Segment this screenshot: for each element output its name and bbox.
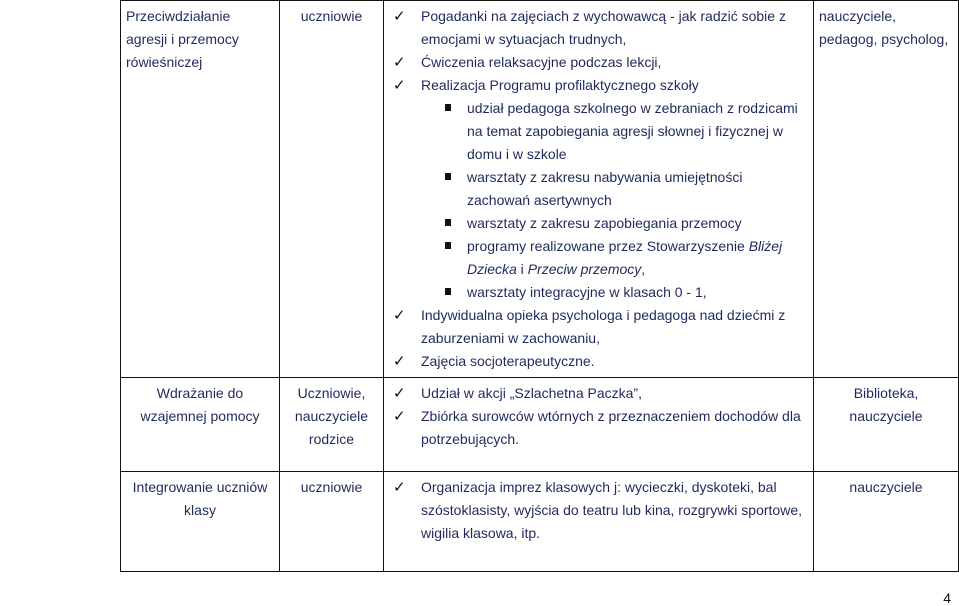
table-row xyxy=(121,472,959,572)
check-mark-icon: ✓ xyxy=(393,407,406,425)
actions-cell xyxy=(384,1,814,378)
responsible-cell: nauczyciele xyxy=(814,472,959,572)
recipients-cell: Uczniowie, nauczyciele rodzice xyxy=(280,378,384,472)
list-item: ✓ Udział w akcji „Szlachetna Paczka”, xyxy=(389,382,808,405)
recipients-cell: uczniowie xyxy=(280,472,384,572)
square-bullet-icon xyxy=(445,288,451,295)
list-item: ✓ Organizacja imprez klasowych j: wycieczki, dyskoteki, bal szóstoklasisty, wyjścia do teatru lub kina, rozgrywki sportowe, wigilia klasowa, itp. xyxy=(393,478,802,541)
program-table xyxy=(120,0,959,572)
check-mark-icon: ✓ xyxy=(393,478,406,496)
check-mark-icon: ✓ xyxy=(393,53,406,71)
square-bullet-icon xyxy=(445,104,451,111)
list-item: ✓ Zbiórka surowców wtórnych z przeznaczeniem dochodów dla potrzebujących. xyxy=(393,407,801,447)
square-bullet-icon xyxy=(445,173,451,180)
actions-cell xyxy=(384,378,814,472)
sub-list-item: warsztaty integracyjne w klasach 0 - 1, xyxy=(389,281,808,304)
sub-list-item: programy realizowane przez Stowarzyszenie Bliżej Dziecka i Przeciw przemocy, xyxy=(389,235,808,281)
sub-list-item: warsztaty z zakresu nabywania umiejętności zachowań asertywnych xyxy=(389,166,808,212)
responsible-cell: nauczyciele, pedagog, psycholog, xyxy=(814,1,959,378)
area-cell: Przeciwdziałanie agresji i przemocy rówieśniczej xyxy=(121,1,280,378)
list-item: ✓ Realizacja Programu profilaktycznego szkoły xyxy=(389,74,808,97)
list-item: ✓ Ćwiczenia relaksacyjne podczas lekcji, xyxy=(389,51,808,74)
check-mark-icon: ✓ xyxy=(393,76,406,94)
check-mark-icon: ✓ xyxy=(393,352,406,370)
square-bullet-icon xyxy=(445,242,451,249)
sub-list-item: udział pedagoga szkolnego w zebraniach z rodzicami na temat zapobiegania agresji słownej i fizycznej w domu i w szkole xyxy=(389,97,808,166)
square-bullet-icon xyxy=(445,219,451,226)
sub-list-item: warsztaty z zakresu zapobiegania przemocy xyxy=(389,212,808,235)
area-cell: Integrowanie uczniów klasy xyxy=(121,472,280,572)
list-item: ✓ Pogadanki na zajęciach z wychowawcą - jak radzić sobie z emocjami w sytuacjach trudnych, xyxy=(393,7,786,47)
check-mark-icon: ✓ xyxy=(393,384,406,402)
page-number: 4 xyxy=(943,590,951,606)
table-row xyxy=(121,1,959,378)
recipients-cell: uczniowie xyxy=(280,1,384,378)
list-item: ✓ Indywidualna opieka psychologa i pedagoga nad dziećmi z zaburzeniami w zachowaniu, xyxy=(393,306,786,346)
table-row xyxy=(121,378,959,472)
responsible-cell: Biblioteka, nauczyciele xyxy=(814,378,959,472)
area-cell: Wdrażanie do wzajemnej pomocy xyxy=(121,378,280,472)
actions-cell xyxy=(384,472,814,572)
check-mark-icon: ✓ xyxy=(393,306,406,324)
check-mark-icon: ✓ xyxy=(393,7,406,25)
list-item: ✓ Zajęcia socjoterapeutyczne. xyxy=(389,350,808,373)
